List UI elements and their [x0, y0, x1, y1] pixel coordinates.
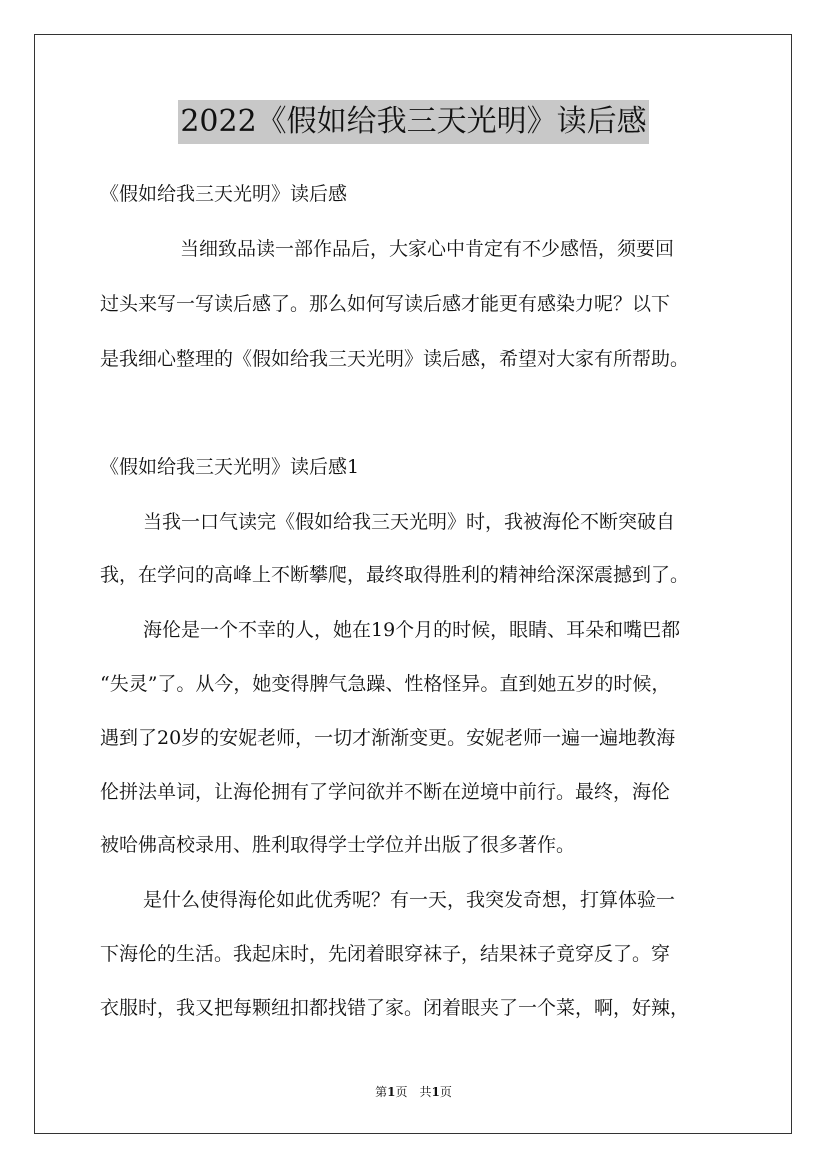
footer-mid: 页 共 [395, 1085, 432, 1099]
intro-line-3: 是我细心整理的《假如给我三天光明》读后感，希望对大家有所帮助。 [100, 348, 690, 370]
document-title: 2022《假如给我三天光明》读后感 [178, 100, 648, 144]
paragraph-line-1: 当我一口气读完《假如给我三天光明》时，我被海伦不断突破自 [143, 511, 676, 533]
paragraph-line-6: 伦拼法单词，让海伦拥有了学问欲并不断在逆境中前行。最终，海伦 [100, 781, 671, 803]
footer-prefix: 第 [375, 1085, 388, 1099]
section-heading: 《假如给我三天光明》读后感1 [100, 456, 360, 478]
footer-page-total: 1 [431, 1085, 440, 1099]
intro-line-2: 过头来写一写读后感了。那么如何写读后感才能更有感染力呢？以下 [100, 293, 671, 315]
subtitle: 《假如给我三天光明》读后感 [100, 183, 348, 205]
page-footer [0, 1084, 827, 1100]
footer-page-current: 1 [387, 1085, 396, 1099]
paragraph-line-3: 海伦是一个不幸的人，她在19个月的时候，眼睛、耳朵和嘴巴都 [143, 619, 681, 641]
paragraph-line-5: 遇到了20岁的安妮老师，一切才渐渐变更。安妮老师一遍一遍地教海 [100, 727, 676, 749]
paragraph-line-4: “失灵”了。从今，她变得脾气急躁、性格怪异。直到她五岁的时候， [100, 673, 671, 695]
paragraph-line-8: 是什么使得海伦如此优秀呢？有一天，我突发奇想，打算体验一 [143, 889, 676, 911]
title-wrapper [0, 100, 827, 144]
paragraph-line-7: 被哈佛高校录用、胜利取得学士学位并出版了很多著作。 [100, 834, 576, 856]
paragraph-line-10: 衣服时，我又把每颗纽扣都找错了家。闭着眼夹了一个菜，啊，好辣， [100, 997, 690, 1019]
footer-suffix: 页 [439, 1085, 452, 1099]
paragraph-line-2: 我，在学问的高峰上不断攀爬，最终取得胜利的精神给深深震撼到了。 [100, 564, 690, 586]
intro-line-1: 当细致品读一部作品后，大家心中肯定有不少感悟，须要回 [180, 238, 675, 260]
paragraph-line-9: 下海伦的生活。我起床时，先闭着眼穿袜子，结果袜子竟穿反了。穿 [100, 943, 671, 965]
